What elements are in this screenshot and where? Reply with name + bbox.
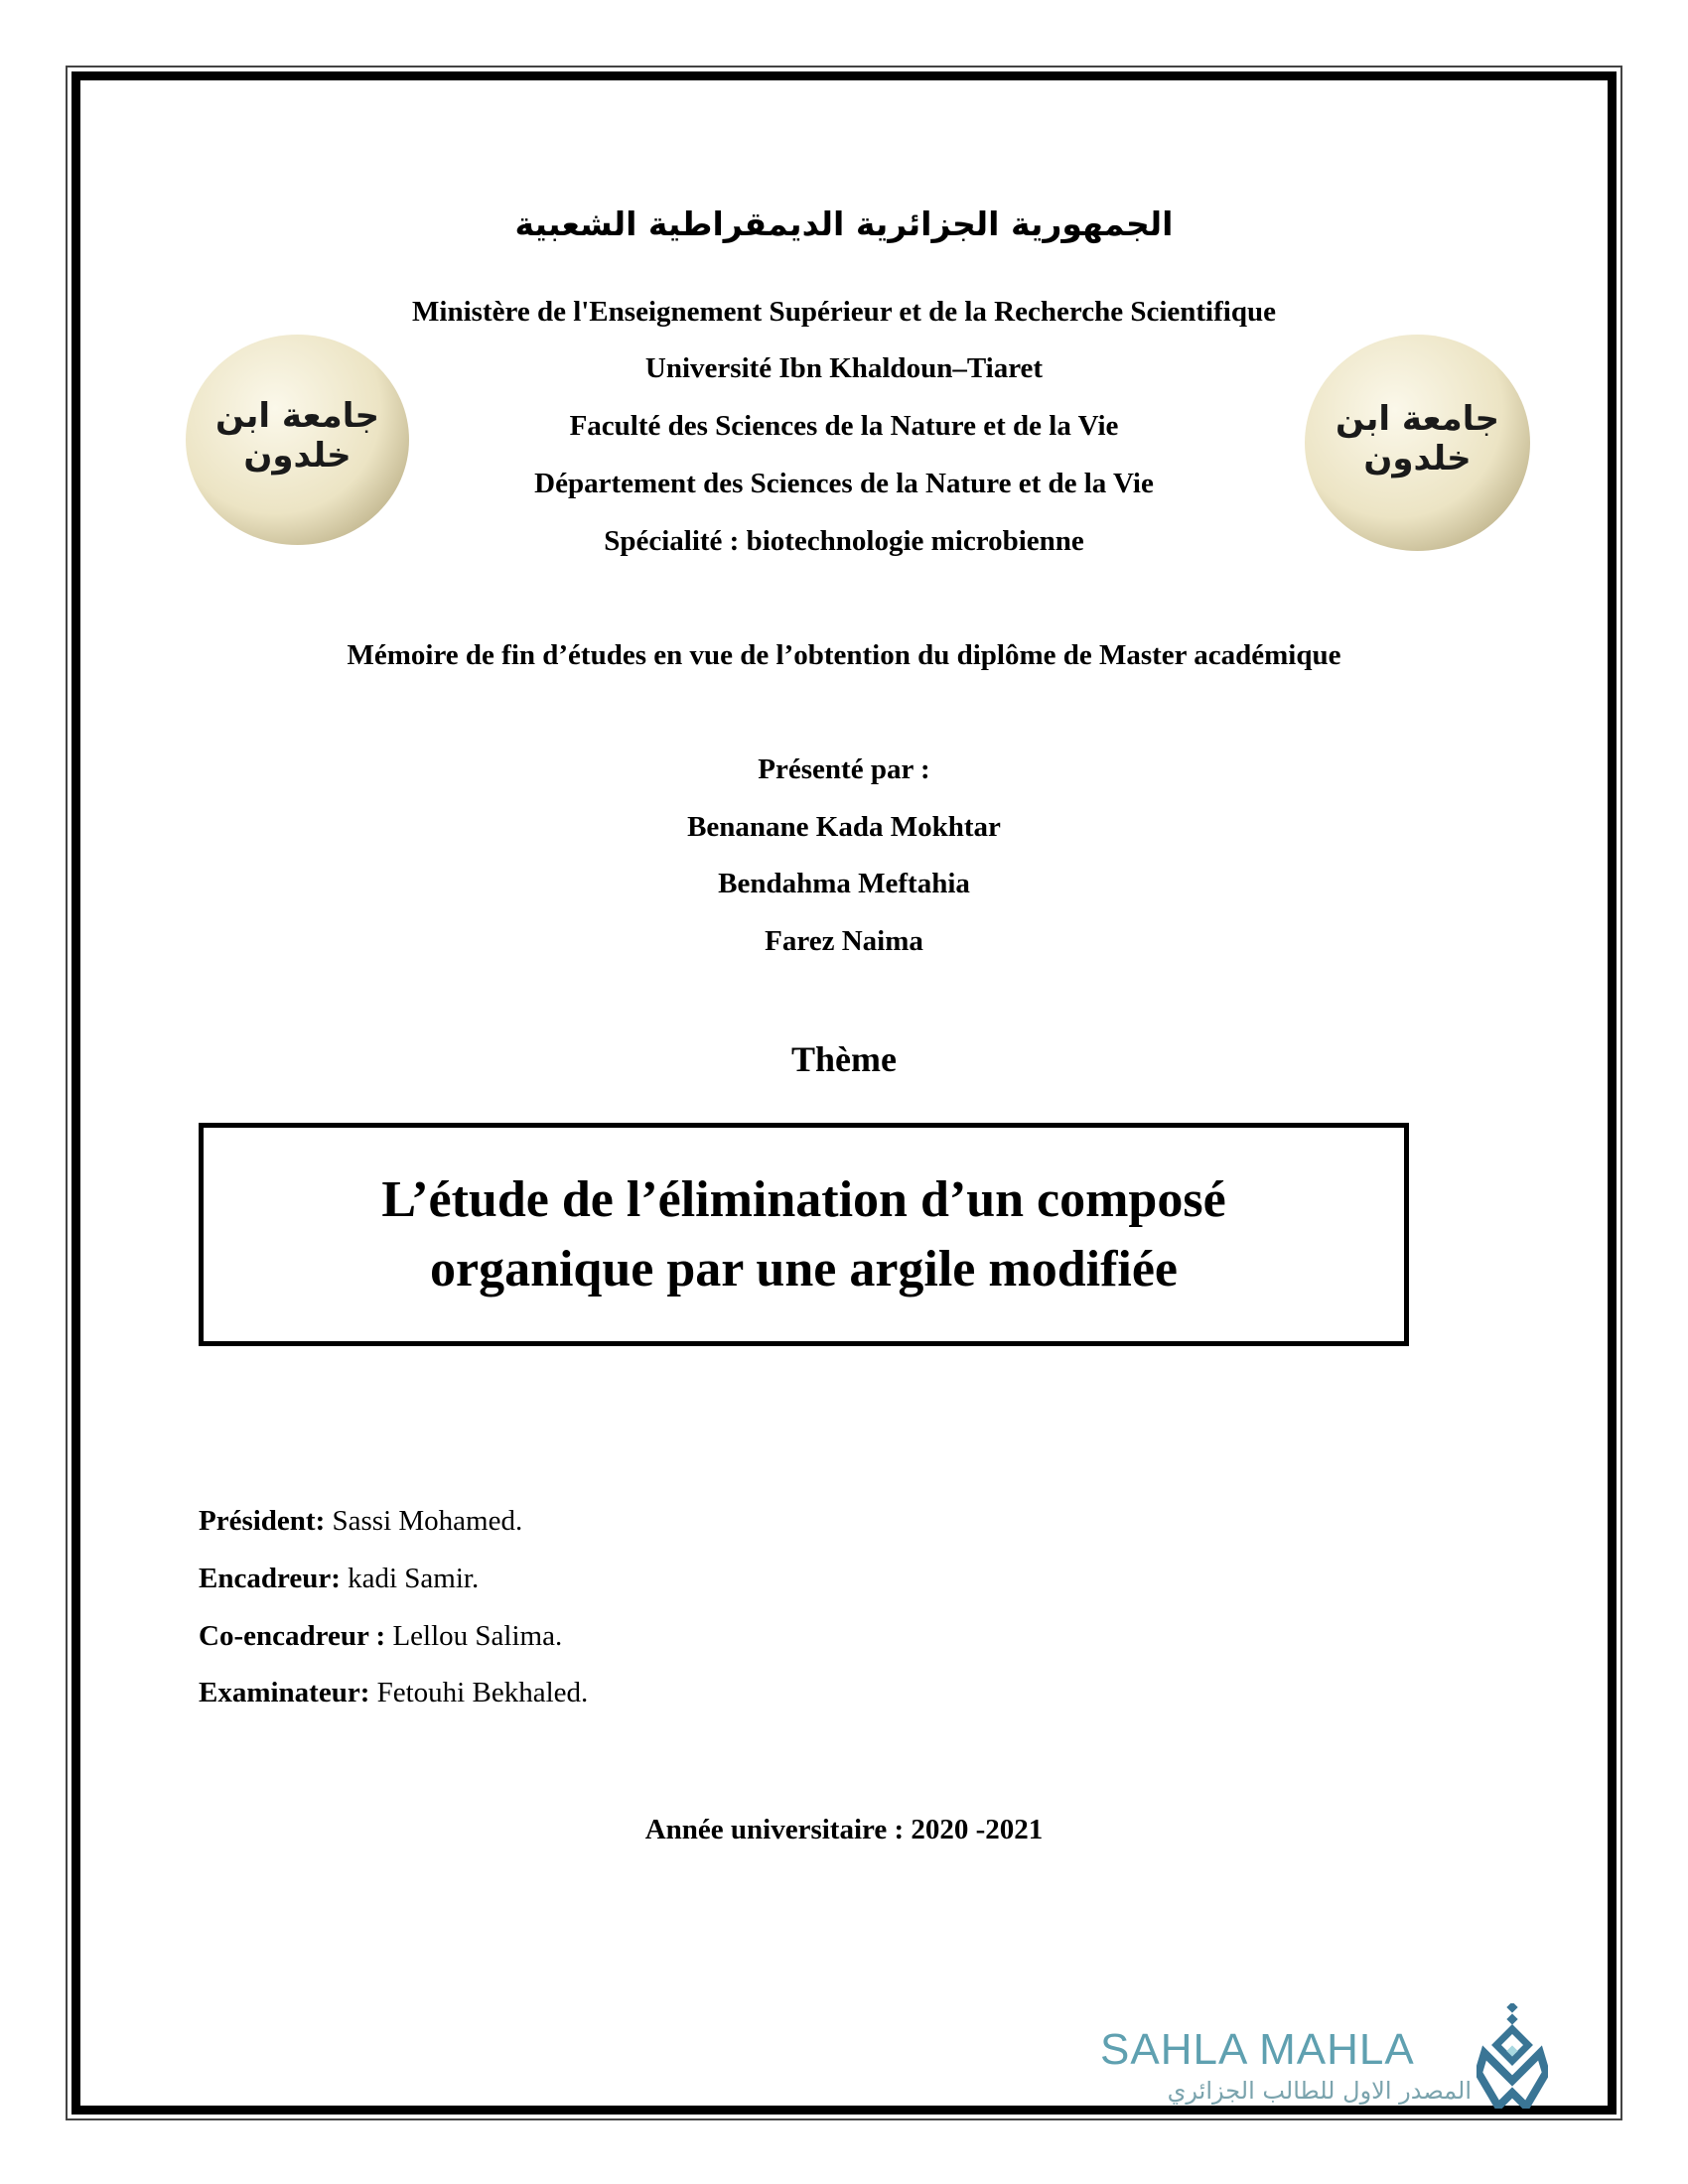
jury-examiner <box>199 1677 588 1709</box>
seal-text: جامعة ابن خلدون <box>1336 399 1499 478</box>
jury-role: Président: <box>199 1505 326 1537</box>
author: Bendahma Meftahia <box>718 868 970 899</box>
university: Université Ibn Khaldoun–Tiaret <box>644 352 1044 384</box>
theme-label: Thème <box>791 1039 897 1079</box>
specialty: Spécialité : biotechnologie microbienne <box>604 525 1084 557</box>
university-seal-left <box>186 335 409 545</box>
jury-name: kadi Samir. <box>340 1563 480 1594</box>
sahla-mahla-logo-icon <box>1477 2003 1548 2109</box>
presented-by-label: Présenté par : <box>758 753 930 785</box>
university-seal-right <box>1305 335 1530 551</box>
thesis-title-box <box>199 1123 1409 1346</box>
watermark-tagline: المصدر الاول للطالب الجزائري <box>1167 2077 1472 2105</box>
ministry: Ministère de l'Enseignement Supérieur et de la Recherche Scientifique <box>412 296 1276 328</box>
seal-text: جامعة ابن خلدون <box>215 396 379 476</box>
jury-name: Fetouhi Bekhaled. <box>369 1677 589 1708</box>
thesis-title-line: organique par une argile modifiée <box>429 1240 1178 1297</box>
jury-president <box>199 1505 522 1538</box>
jury-role: Encadreur: <box>199 1563 341 1594</box>
jury-name: Sassi Mohamed. <box>325 1505 523 1537</box>
jury-supervisor <box>199 1563 479 1595</box>
author: Benanane Kada Mokhtar <box>687 811 1001 843</box>
jury-co-supervisor <box>199 1620 562 1653</box>
jury-role: Examinateur: <box>199 1677 370 1708</box>
author: Farez Naima <box>765 925 923 957</box>
jury-name: Lellou Salima. <box>385 1620 563 1652</box>
jury-role: Co-encadreur : <box>199 1620 386 1652</box>
faculty: Faculté des Sciences de la Nature et de la Vie <box>569 410 1119 442</box>
arabic-republic-title: الجمهورية الجزائرية الديمقراطية الشعبية <box>514 205 1174 243</box>
memoire-statement: Mémoire de fin d’études en vue de l’obtention du diplôme de Master académique <box>347 639 1341 671</box>
academic-year: Année universitaire : 2020 -2021 <box>644 1814 1044 1845</box>
thesis-title-line: L’étude de l’élimination d’un composé <box>381 1170 1226 1228</box>
department: Département des Sciences de la Nature et de la Vie <box>534 468 1154 499</box>
watermark-brand: SAHLA MAHLA <box>1100 2025 1415 2074</box>
